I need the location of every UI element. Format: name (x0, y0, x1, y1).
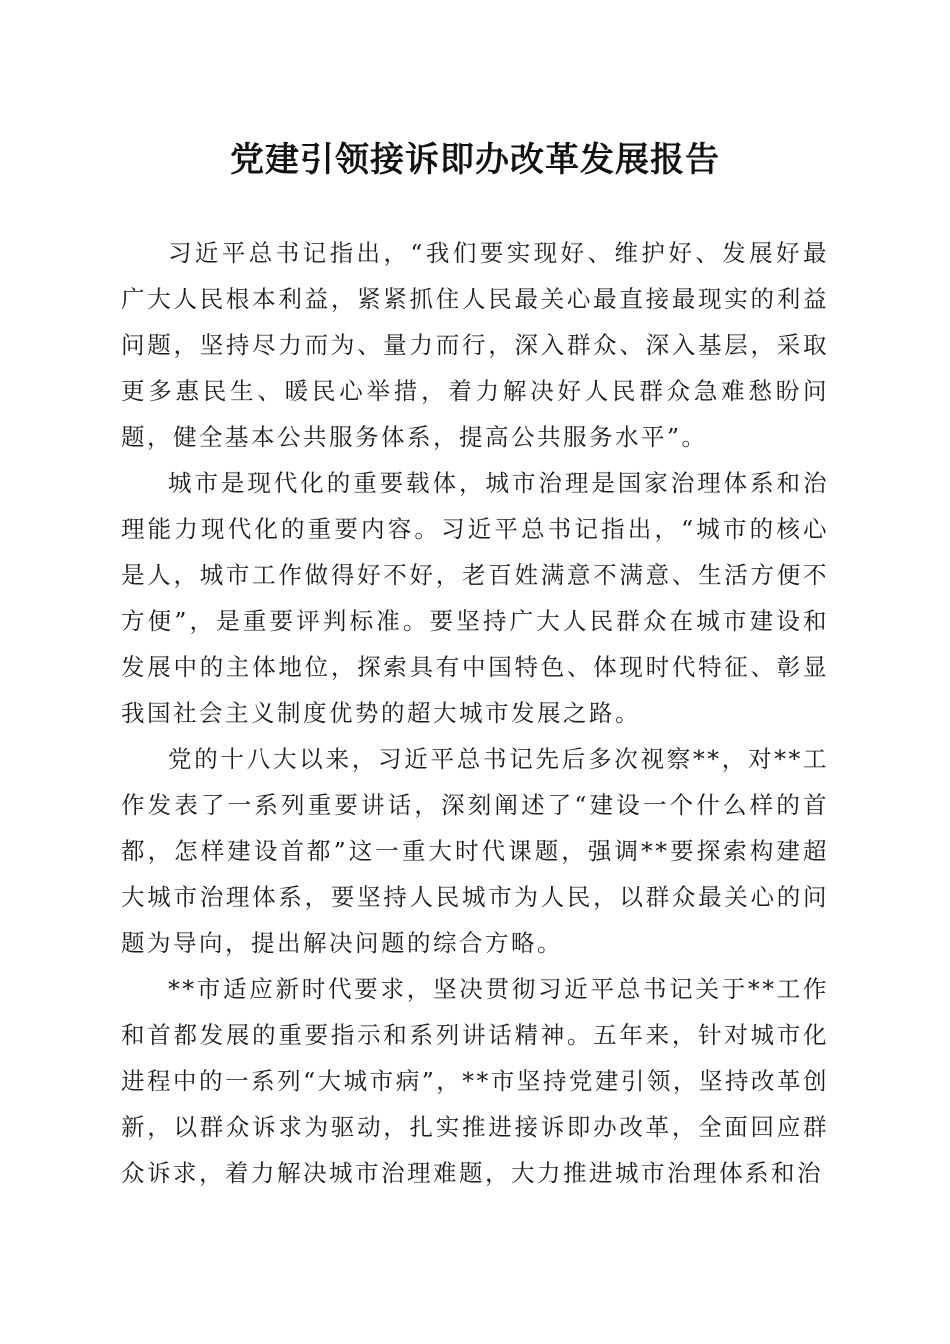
paragraph-1: 习近平总书记指出，“我们要实现好、维护好、发展好最广大人民根本利益，紧紧抓住人民最关心最直接最现实的利益问题，坚持尽力而为、量力而行，深入群众、深入基层，采取更多惠民生、暖民心举措，着力解决好人民群众急难愁盼问题，健全基本公共服务体系，提高公共服务水平”。 (121, 239, 829, 451)
document-body (121, 230, 829, 1196)
document-title: 党建引领接诉即办改革发展报告 (230, 140, 720, 180)
paragraph-2: 城市是现代化的重要载体，城市治理是国家治理体系和治理能力现代化的重要内容。习近平总书记指出，“城市的核心是人，城市工作做得好不好，老百姓满意不满意、生活方便不方便”，是重要评判标准。要坚持广大人民群众在城市建设和发展中的主体地位，探索具有中国特色、体现时代特征、彰显我国社会主义制度优势的超大城市发展之路。 (121, 469, 829, 727)
paragraph-3: 党的十八大以来，习近平总书记先后多次视察**，对**工作发表了一系列重要讲话，深刻阐述了“建设一个什么样的首都，怎样建设首都”这一重大时代课题，强调**要探索构建超大城市治理体系，要坚持人民城市为人民，以群众最关心的问题为导向，提出解决问题的综合方略。 (121, 745, 829, 957)
paragraph-4: **市适应新时代要求，坚决贯彻习近平总书记关于**工作和首都发展的重要指示和系列讲话精神。五年来，针对城市化进程中的一系列“大城市病”，**市坚持党建引领，坚持改革创新，以群众诉求为驱动，扎实推进接诉即办改革，全面回应群众诉求，着力解决城市治理难题，大力推进城市治理体系和治 (121, 975, 829, 1187)
